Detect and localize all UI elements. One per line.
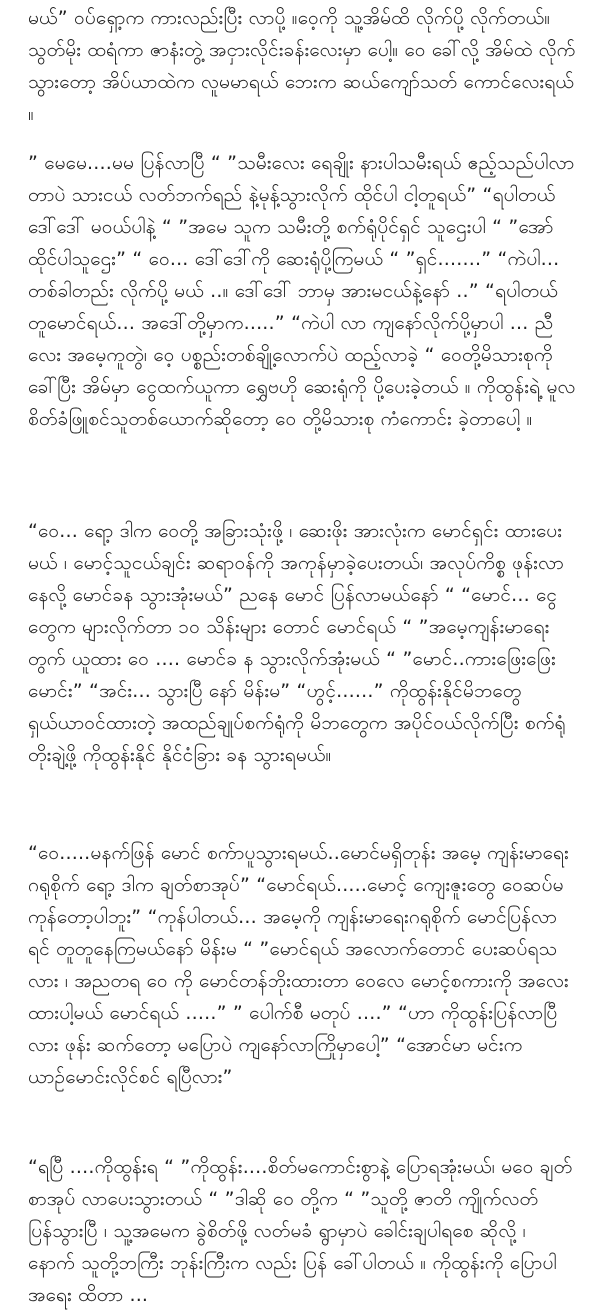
article-paragraph: ” မေမေ....မမ ပြန်လာပြီ “ ”သမီးလေး ရေချိုး နားပါသမီးရယ် ဧည့်သည်ပါလာတာပဲ သားငယ် လတ်ဘက်ရည် နဲ့မုန့်သွားလိုက် ထိုင်ပါ ငါ့တူရယ်” “ရပါတယ် ဒေါ်ဒေါ် မဝယ်ပါနဲ့ “ ”အမေ သူက သမီးတို့ စက်ရုံပိုင်ရှင် သူဌေးပါ “ ”အော် ထိုင်ပါသူဌေး” “ ဝေ... ဒေါ်ဒေါ်ကို ဆေးရုံပို့ကြမယ် “ ”ရှင်.......” “ကဲပါ... တစ်ခါတည်း လိုက်ပို့ မယ် ..။ ဒေါ်ဒေါ် ဘာမှ အားမငယ်နဲ့နော် ..” “ရပါတယ် တူမောင်ရယ်... အဒေါ်တို့မှာက.....” “ကဲပါ လာ ကျနော်လိုက်ပို့မှာပါ ... ညီလေး အမေ့ကူတွဲ၊ ဝေ့ ပစ္စည်းတစ်ချို့လောက်ပဲ ထည့်လာခဲ့ “ ဝေတို့မိသားစုကို ခေါ်ပြီး အိမ်မှာ ငွေထက်ယူကာ ရွှေဗဟို ဆေးရုံကို ပို့ပေးခဲ့တယ် ။ ကိုထွန်းရဲ့ မူလ စိတ်ခံဖြူစင်သူတစ်ယောက်ဆိုတော့ ဝေ တို့မိသားစု ကံကောင်း ခဲ့တာပေါ့ ။ [28, 152, 576, 430]
article-paragraph: “ရပြီ ....ကိုထွန်းရ “ ”ကိုထွန်း....စိတ်မကောင်းစွာနဲ့ ပြောရအုံးမယ်၊ မဝေ ချတ်စာအုပ် လာပေးသွားတယ် “ ”ဒါဆို ဝေ တို့က “ ”သူတို့ ဇာတိ ကျိုက်လတ်ပြန်သွားပြီ ၊ သူ့အမေက ခွဲစိတ်ဖို့ လတ်မခံ ရွာမှာပဲ ခေါင်းချပါရစေ ဆိုလို့ ၊ နောက် သူတို့ဘကြီး ဘုန်းကြီးက လည်း ပြန် ခေါ်ပါတယ် ။ ကိုထွန်းကို ပြောပါ အရေး ထိတာ ... [28, 1156, 573, 1306]
article-paragraph: မယ်” ဝပ်ရှော့က ကားလည်းပြီး လာပို့ ။ဝေ့ကို သူ့အိမ်ထိ လိုက်ပို့ လိုက်တယ်။ သွတ်မိုး ထရံကာ ဇာနံးတွဲ့ အငှားလိုင်းခန်းလေးမှာ ပေါ့။ ဝေ ခေါ်လို့ အိမ်ထဲ လိုက်သွားတော့ အိပ်ယာထဲက လူမမာရယ် ဘေးက ဆယ်ကျော်သတ် ကောင်လေးရယ် ။ [28, 7, 576, 125]
article-paragraph: “ဝေ... ရော့ ဒါက ဝေတို့ အခြားသုံးဖို့ ၊ ဆေးဖိုး အားလုံးက မောင်ရှင်း ထားပေးမယ် ၊ မောင့်သူငယ်ချင်း ဆရာဝန်ကို အကုန်မှာခဲ့ပေးတယ်၊ အလုပ်ကိစ္စ ဖုန်းလာနေလို့ မောင်ခန သွားအုံးမယ်” ညနေ မောင် ပြန်လာမယ်နော် “ “မောင်... ငွေတွေက များလိုက်တာ ၁၀ သိန်းများ တောင် မောင်ရယ် “ ”အမေ့ကျန်းမာရေးတွက် ယူထား ဝေ .... မောင်ခ န သွားလိုက်အုံးမယ် “ ”မောင်..ကားဖြေးဖြေးမောင်း” “အင်း... သွားပြီ နော် မိန်းမ” “ဟွင့်......” ကိုထွန်းနိုင်မိဘတွေ ရှယ်ယာဝင်ထားတဲ့ အထည်ချုပ်စက်ရုံကို မိဘတွေက အပိုင်ဝယ်လိုက်ပြီး စက်ရုံတိုးချဲ့ဖို့ ကိုထွန်းနိုင် နိုင်ငံခြား ခန သွားရမယ်။ [28, 520, 566, 766]
article-paragraph: “ဝေ.....မနက်ဖြန် မောင် စက်ာပူသွားရမယ်..မောင်မရှိတုန်း အမေ့ ကျန်းမာရေး ဂရုစိုက် ရော့ ဒါက ချတ်စာအုပ်” “မောင်ရယ်.....မောင့် ကျေးဇူးတွေ ဝေဆပ်မကုန်တော့ပါဘူး” “ကုန်ပါတယ်... အမေ့ကို ကျန်းမာရေးဂရုစိုက် မောင်ပြန်လာရင် တူတူနေကြမယ်နော် မိန်းမ “ ”မောင်ရယ် အလောက်တောင် ပေးဆပ်ရသလား ၊ အညတရ ဝေ ကို မောင်တန်ဘိုးထားတာ ဝေလေ မောင့်စကားကို အလေးထားပါ့မယ် မောင်ရယ် .....” ” ပေါက်စီ မတုပ် ....” “ဟာ ကိုထွန်းပြန်လာပြီလား ဖုန်း ဆက်တော့ မပြောပဲ ကျနော်လာကြိုမှာပေါ့” “အောင်မာ မင်းက ယာဉ်မောင်းလိုင်စင် ရပြီလား” [28, 842, 569, 1088]
